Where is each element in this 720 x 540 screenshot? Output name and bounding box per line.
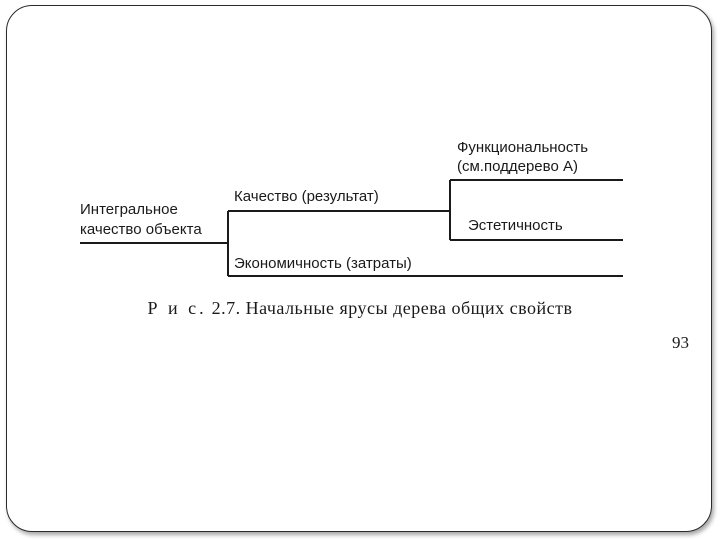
root-node-label-line2: качество объекта (80, 221, 202, 238)
figure-caption-lead: Р и с. (147, 298, 207, 318)
root-node-label-line1: Интегральное (80, 201, 178, 218)
economy-node-label: Экономичность (затраты) (234, 255, 412, 272)
functionality-node-label-line1: Функциональность (457, 139, 589, 156)
figure-caption (0, 298, 720, 319)
quality-node-label: Качество (результат) (234, 188, 379, 205)
figure-caption-text: 2.7. Начальные ярусы дерева общих свойств (211, 298, 573, 318)
functionality-node-label-line2: (см.поддерево А) (457, 158, 578, 175)
aesthetics-node-label: Эстетичность (468, 217, 563, 234)
page-number: 93 (672, 333, 689, 352)
